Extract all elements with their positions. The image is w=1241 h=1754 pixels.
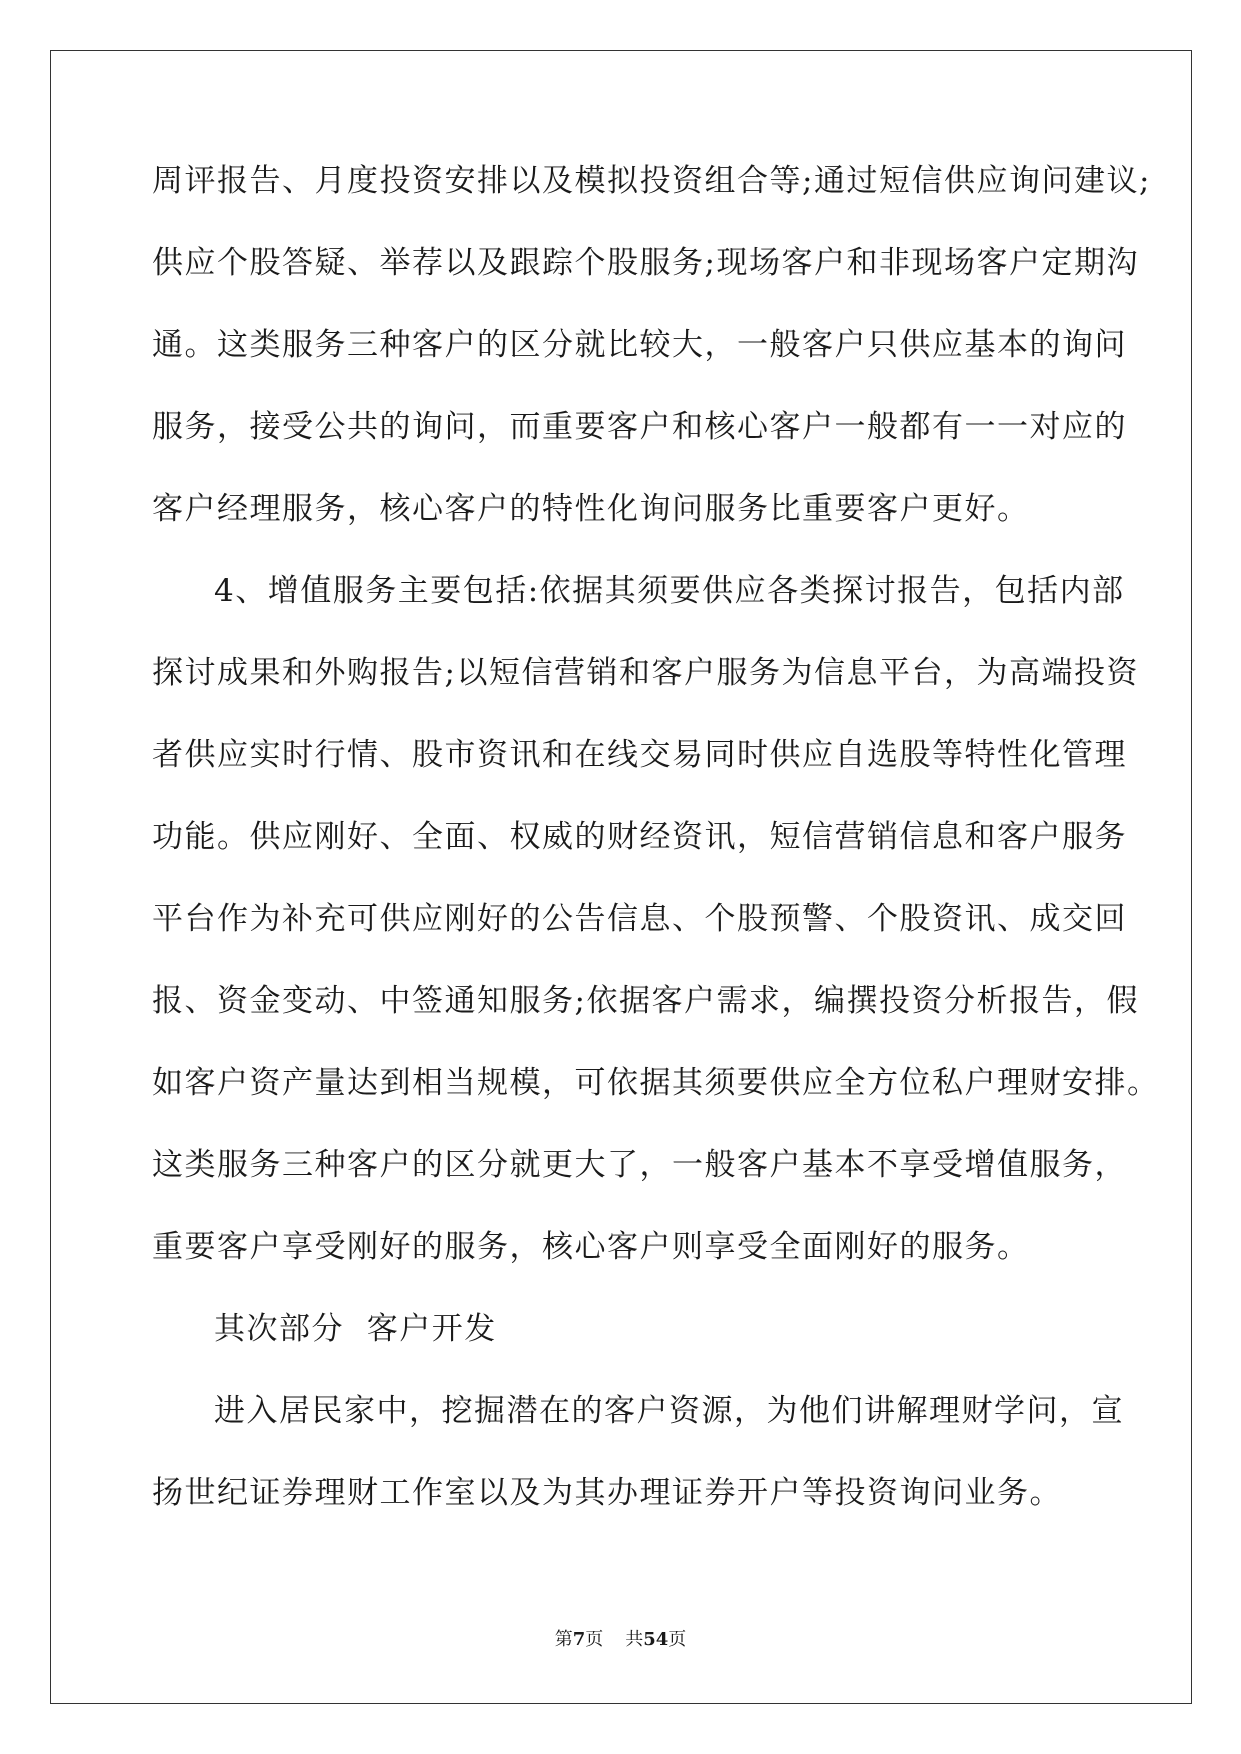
text-line: 周评报告、月度投资安排以及模拟投资组合等;通过短信供应询问建议; [152, 163, 1151, 199]
text-line: 平台作为补充可供应刚好的公告信息、个股预警、个股资讯、成交回 [152, 901, 1127, 937]
text-line: 重要客户享受刚好的服务，核心客户则享受全面刚好的服务。 [152, 1229, 1030, 1265]
text-line: 功能。供应刚好、全面、权威的财经资讯，短信营销信息和客户服务 [152, 819, 1127, 855]
footer-page-number: 7 [572, 1629, 586, 1650]
document-body [152, 163, 1160, 1560]
text-line: 者供应实时行情、股市资讯和在线交易同时供应自选股等特性化管理 [152, 737, 1127, 773]
text-line: 探讨成果和外购报告;以短信营销和客户服务为信息平台，为高端投资 [152, 655, 1139, 691]
text-line-paragraph-start: 4、增值服务主要包括:依据其须要供应各类探讨报告，包括内部 [214, 573, 1125, 609]
text-line: 扬世纪证券理财工作室以及为其办理证券开户等投资询问业务。 [152, 1475, 1062, 1511]
footer-page-unit: 页 [585, 1629, 604, 1650]
section-heading: 其次部分 客户开发 [214, 1311, 497, 1347]
footer-total-prefix: 共 [625, 1629, 644, 1650]
text-line: 通。这类服务三种客户的区分就比较大，一般客户只供应基本的询问 [152, 327, 1127, 363]
footer-total-unit: 页 [668, 1629, 687, 1650]
text-line-paragraph-start: 进入居民家中，挖掘潜在的客户资源，为他们讲解理财学问，宣 [214, 1393, 1124, 1429]
footer-total-pages: 54 [643, 1629, 669, 1650]
text-line: 报、资金变动、中签通知服务;依据客户需求，编撰投资分析报告，假 [152, 983, 1139, 1019]
text-line: 供应个股答疑、举荐以及跟踪个股服务;现场客户和非现场客户定期沟 [152, 245, 1139, 281]
page-footer [0, 1625, 1241, 1651]
text-line: 如客户资产量达到相当规模，可依据其须要供应全方位私户理财安排。 [152, 1065, 1160, 1101]
text-line: 服务，接受公共的询问，而重要客户和核心客户一般都有一一对应的 [152, 409, 1127, 445]
footer-prefix: 第 [554, 1629, 573, 1650]
text-line: 这类服务三种客户的区分就更大了，一般客户基本不享受增值服务， [152, 1147, 1127, 1183]
text-line: 客户经理服务，核心客户的特性化询问服务比重要客户更好。 [152, 491, 1030, 527]
